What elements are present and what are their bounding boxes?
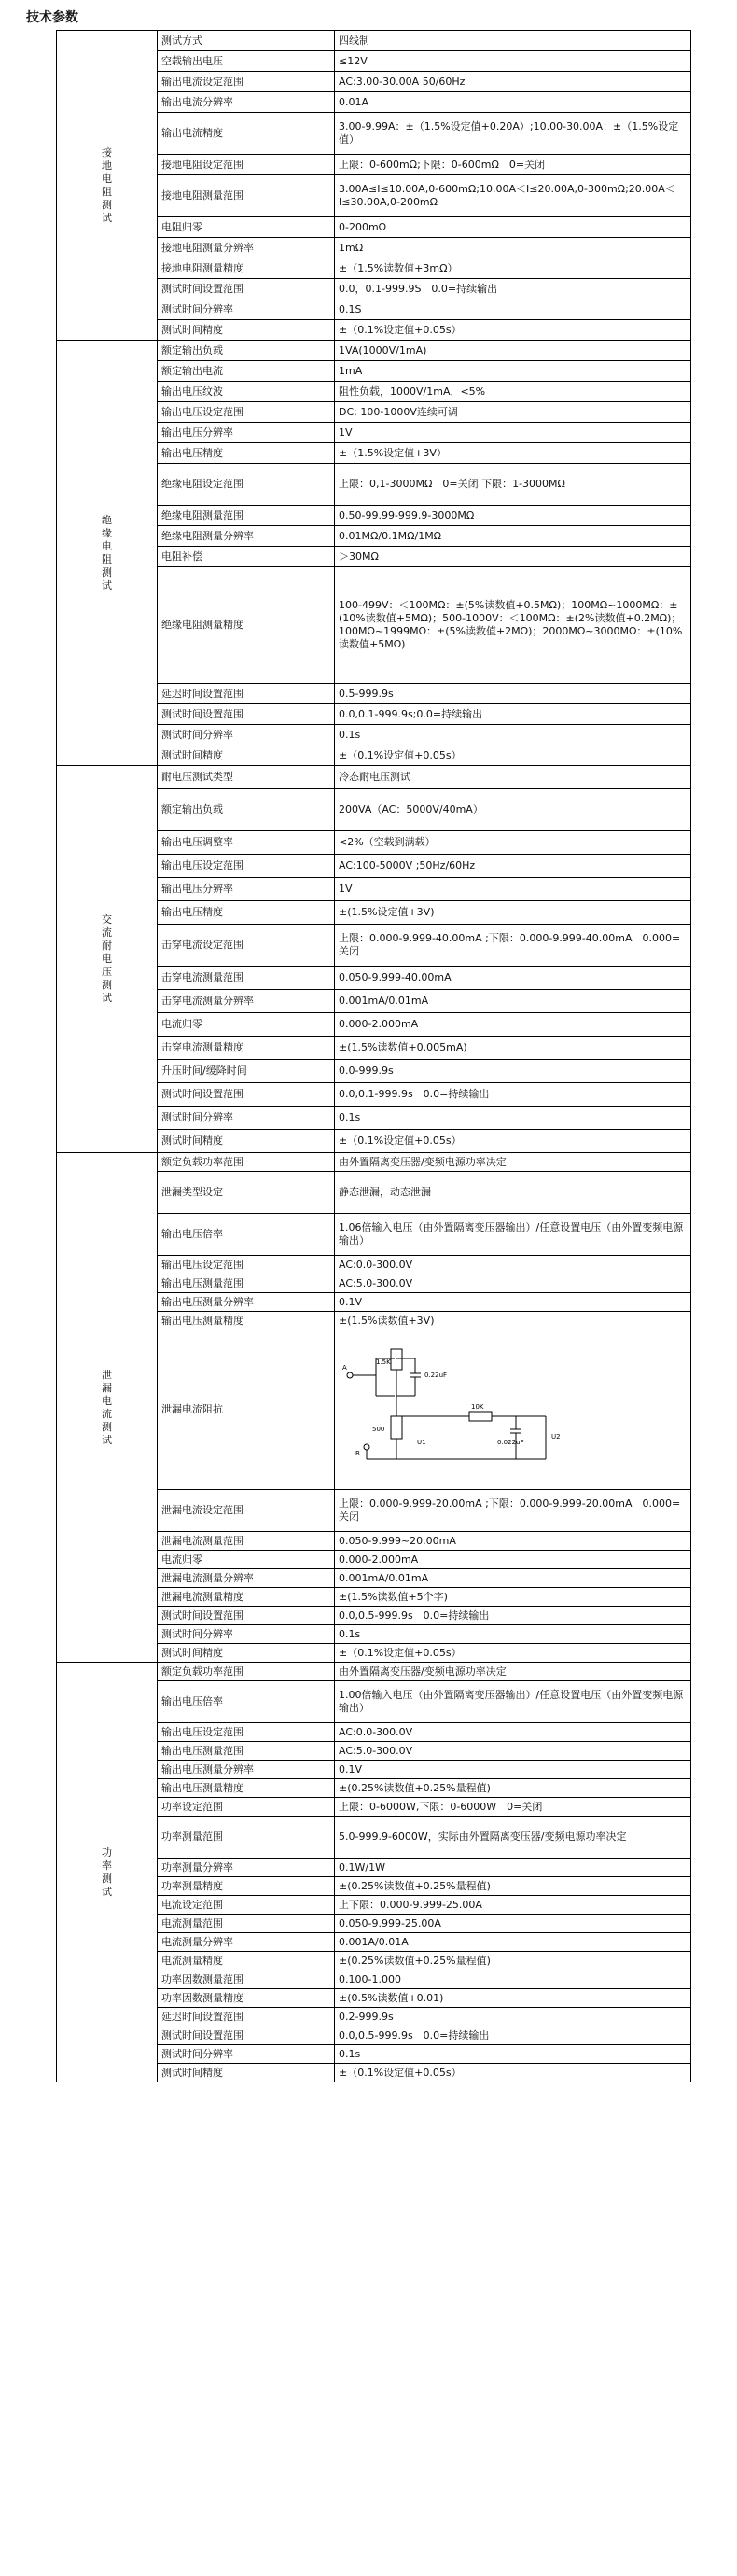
label-r2: 500 (372, 1426, 385, 1433)
param-value: 上限：0.000-9.999-40.00mA ;下限：0.000-9.999-40.00mA 0.000=关闭 (335, 925, 691, 967)
param-name: 输出电压设定范围 (158, 855, 335, 878)
param-value: 0.050-9.999-25.00A (335, 1915, 691, 1933)
param-value: 1VA(1000V/1mA) (335, 341, 691, 361)
param-value: 0.000-2.000mA (335, 1013, 691, 1037)
category-ground (57, 31, 158, 341)
param-value: 0.0,0.5-999.9s 0.0=持续输出 (335, 2026, 691, 2045)
param-name: 绝缘电阻测量范围 (158, 506, 335, 526)
param-value: ±(1.5%读数值+3V) (335, 1312, 691, 1330)
param-value-diagram (335, 1330, 691, 1490)
param-value: ±(1.5%设定值+3V) (335, 901, 691, 925)
param-value: 0.50-99.99-999.9-3000MΩ (335, 506, 691, 526)
param-value: AC:5.0-300.0V (335, 1742, 691, 1761)
param-name: 测试方式 (158, 31, 335, 51)
param-name: 功率测量精度 (158, 1877, 335, 1896)
param-value: 1.00倍输入电压（由外置隔离变压器输出）/任意设置电压（由外置变频电源输出） (335, 1681, 691, 1723)
param-name: 额定输出负载 (158, 789, 335, 831)
param-value: 上限：0.000-9.999-20.00mA ;下限：0.000-9.999-20.00mA 0.000=关闭 (335, 1490, 691, 1532)
param-name: 输出电压测量范围 (158, 1274, 335, 1293)
param-value: 上限：0-600mΩ;下限：0-600mΩ 0=关闭 (335, 155, 691, 175)
label-u2: U2 (551, 1433, 561, 1441)
param-value: 0.01A (335, 92, 691, 113)
param-name: 额定负载功率范围 (158, 1663, 335, 1681)
param-name: 输出电压设定范围 (158, 402, 335, 423)
param-name: 电阻归零 (158, 217, 335, 238)
param-value: 上限：0-6000W,下限：0-6000W 0=关闭 (335, 1798, 691, 1817)
label-r1: 1.5K (376, 1358, 391, 1366)
param-name: 输出电压设定范围 (158, 1256, 335, 1274)
param-name: 测试时间设置范围 (158, 279, 335, 299)
param-name: 测试时间分辨率 (158, 1107, 335, 1130)
param-name: 功率测量范围 (158, 1817, 335, 1859)
param-name: 泄漏电流测量精度 (158, 1588, 335, 1607)
param-value: 静态泄漏，动态泄漏 (335, 1172, 691, 1214)
param-value: ±(0.25%读数值+0.25%量程值) (335, 1952, 691, 1970)
param-value: 1mA (335, 361, 691, 382)
param-name: 测试时间设置范围 (158, 704, 335, 725)
param-value: 上下限：0.000-9.999-25.00A (335, 1896, 691, 1915)
param-value: ±（1.5%读数值+3mΩ） (335, 258, 691, 279)
param-name: 接地电阻测量精度 (158, 258, 335, 279)
param-value: 0-200mΩ (335, 217, 691, 238)
param-value: 0.050-9.999~20.00mA (335, 1532, 691, 1551)
param-name: 电流归零 (158, 1551, 335, 1569)
terminal-a (347, 1372, 353, 1378)
param-value: 1.06倍输入电压（由外置隔离变压器输出）/任意设置电压（由外置变频电源输出） (335, 1214, 691, 1256)
param-value: ±(0.25%读数值+0.25%量程值) (335, 1877, 691, 1896)
param-name: 测试时间精度 (158, 320, 335, 341)
spec-row-leakage (57, 1153, 691, 1172)
param-value: ±(0.5%读数值+0.01) (335, 1989, 691, 2008)
param-name: 空载输出电压 (158, 51, 335, 72)
param-value: 由外置隔离变压器/变频电源功率决定 (335, 1153, 691, 1172)
param-value: 0.1s (335, 1107, 691, 1130)
param-name: 额定输出负载 (158, 341, 335, 361)
category-label: 功率测试 (102, 1845, 112, 1898)
param-name: 电流归零 (158, 1013, 335, 1037)
param-name: 耐电压测试类型 (158, 766, 335, 789)
param-value: 200VA（AC：5000V/40mA） (335, 789, 691, 831)
param-name: 电流设定范围 (158, 1896, 335, 1915)
param-value: AC:0.0-300.0V (335, 1256, 691, 1274)
param-value: 阻性负载，1000V/1mA，<5% (335, 382, 691, 402)
label-b: B (355, 1450, 360, 1457)
param-value: ±（1.5%设定值+3V） (335, 443, 691, 464)
param-name: 测试时间分辨率 (158, 725, 335, 745)
param-value: DC: 100-1000V连续可调 (335, 402, 691, 423)
param-value: ＞30MΩ (335, 547, 691, 567)
spec-table (56, 30, 691, 2082)
param-value: ≤12V (335, 51, 691, 72)
param-name: 电流测量精度 (158, 1952, 335, 1970)
page-title: 技术参数 (26, 10, 78, 25)
param-name: 测试时间分辨率 (158, 299, 335, 320)
param-name: 击穿电流测量范围 (158, 967, 335, 990)
spec-table-body (57, 31, 691, 2082)
param-name: 输出电压测量精度 (158, 1312, 335, 1330)
param-value: ±(1.5%读数值+5个字) (335, 1588, 691, 1607)
param-name: 输出电压倍率 (158, 1214, 335, 1256)
param-value: AC:3.00-30.00A 50/60Hz (335, 72, 691, 92)
param-name: 绝缘电阻测量精度 (158, 567, 335, 684)
category-insulation (57, 341, 158, 766)
param-name: 输出电压分辨率 (158, 878, 335, 901)
spec-row-power (57, 1663, 691, 1681)
param-name: 延迟时间设置范围 (158, 2008, 335, 2026)
param-value: <2%（空载到满载） (335, 831, 691, 855)
param-name: 测试时间设置范围 (158, 2026, 335, 2045)
param-value: 0.1V (335, 1293, 691, 1312)
param-name: 泄漏电流测量范围 (158, 1532, 335, 1551)
param-value: 0.1s (335, 1625, 691, 1644)
param-name: 输出电压设定范围 (158, 1723, 335, 1742)
param-name: 接地电阻设定范围 (158, 155, 335, 175)
param-value: 0.000-2.000mA (335, 1551, 691, 1569)
param-value: ±（0.1%设定值+0.05s） (335, 320, 691, 341)
param-value: AC:100-5000V ;50Hz/60Hz (335, 855, 691, 878)
param-name: 绝缘电阻测量分辨率 (158, 526, 335, 547)
param-value: ±（0.1%设定值+0.05s） (335, 1130, 691, 1153)
param-value: 3.00-9.99A：±（1.5%设定值+0.20A）;10.00-30.00A：±（1.5%设定值） (335, 113, 691, 155)
spec-row-ground (57, 31, 691, 51)
category-label: 接地电阻测试 (102, 146, 112, 224)
param-name: 功率因数测量精度 (158, 1989, 335, 2008)
param-name: 击穿电流测量分辨率 (158, 990, 335, 1013)
param-value: 0.2-999.9s (335, 2008, 691, 2026)
leakage-impedance-circuit-diagram (339, 1340, 572, 1480)
label-c2: 0.022uF (497, 1439, 524, 1446)
param-name: 升压时间/缓降时间 (158, 1060, 335, 1083)
param-name: 输出电压精度 (158, 443, 335, 464)
param-value: ±（0.1%设定值+0.05s） (335, 745, 691, 766)
param-name: 输出电压调整率 (158, 831, 335, 855)
param-value: 0.1s (335, 2045, 691, 2064)
param-name: 输出电压纹波 (158, 382, 335, 402)
param-value: 1V (335, 423, 691, 443)
param-name: 输出电压精度 (158, 901, 335, 925)
param-value: 0.001mA/0.01mA (335, 1569, 691, 1588)
label-r3: 10K (471, 1403, 484, 1411)
param-value: 1V (335, 878, 691, 901)
param-value: 0.050-9.999-40.00mA (335, 967, 691, 990)
param-name: 绝缘电阻设定范围 (158, 464, 335, 506)
resistor-r2 (391, 1416, 402, 1439)
param-name: 击穿电流设定范围 (158, 925, 335, 967)
category-leakage (57, 1153, 158, 1663)
param-name: 电阻补偿 (158, 547, 335, 567)
param-value: 上限：0,1-3000MΩ 0=关闭 下限：1-3000MΩ (335, 464, 691, 506)
category-label: 绝缘电阻测试 (102, 513, 112, 592)
param-value: ±(1.5%读数值+0.005mA) (335, 1037, 691, 1060)
param-value: 0.0,0.1-999.9s;0.0=持续输出 (335, 704, 691, 725)
param-value: 0.0-999.9s (335, 1060, 691, 1083)
param-name: 接地电阻测量分辨率 (158, 238, 335, 258)
param-name: 测试时间设置范围 (158, 1083, 335, 1107)
param-name: 功率测量分辨率 (158, 1859, 335, 1877)
param-value: 5.0-999.9-6000W，实际由外置隔离变压器/变频电源功率决定 (335, 1817, 691, 1859)
param-value: AC:0.0-300.0V (335, 1723, 691, 1742)
param-name: 输出电压测量精度 (158, 1779, 335, 1798)
param-name: 输出电压测量分辨率 (158, 1761, 335, 1779)
param-value: 0.001A/0.01A (335, 1933, 691, 1952)
param-name: 额定输出电流 (158, 361, 335, 382)
param-value: 0.0,0.1-999.9s 0.0=持续输出 (335, 1083, 691, 1107)
category-acwithstand (57, 766, 158, 1153)
param-name: 输出电流设定范围 (158, 72, 335, 92)
param-value: 0.1W/1W (335, 1859, 691, 1877)
param-name: 测试时间分辨率 (158, 1625, 335, 1644)
param-name: 输出电压测量分辨率 (158, 1293, 335, 1312)
label-a: A (342, 1364, 347, 1372)
param-value: 0.01MΩ/0.1MΩ/1MΩ (335, 526, 691, 547)
category-label: 交流耐电压测试 (102, 913, 112, 1004)
param-value: 由外置隔离变压器/变频电源功率决定 (335, 1663, 691, 1681)
param-value: 0.1V (335, 1761, 691, 1779)
param-value: 1mΩ (335, 238, 691, 258)
param-value: 冷态耐电压测试 (335, 766, 691, 789)
param-value: 0.0，0.1-999.9S 0.0=持续输出 (335, 279, 691, 299)
param-name: 电流测量范围 (158, 1915, 335, 1933)
param-name: 测试时间分辨率 (158, 2045, 335, 2064)
terminal-b (364, 1444, 369, 1450)
param-name: 延迟时间设置范围 (158, 684, 335, 704)
param-name: 测试时间精度 (158, 2064, 335, 2082)
param-name: 电流测量分辨率 (158, 1933, 335, 1952)
label-c1: 0.22uF (424, 1372, 448, 1379)
param-value: ±(0.25%读数值+0.25%量程值) (335, 1779, 691, 1798)
param-name: 输出电压分辨率 (158, 423, 335, 443)
param-name: 功率因数测量范围 (158, 1970, 335, 1989)
param-name: 额定负载功率范围 (158, 1153, 335, 1172)
param-value: 3.00A≤I≤10.00A,0-600mΩ;10.00A＜I≤20.00A,0-300mΩ;20.00A＜I≤30.00A,0-200mΩ (335, 175, 691, 217)
param-name: 输出电压倍率 (158, 1681, 335, 1723)
param-name: 接地电阻测量范围 (158, 175, 335, 217)
label-u1: U1 (417, 1439, 426, 1446)
param-name: 泄漏类型设定 (158, 1172, 335, 1214)
category-label: 泄漏电流测试 (102, 1368, 112, 1446)
resistor-r3 (469, 1412, 492, 1421)
param-value: 0.0,0.5-999.9s 0.0=持续输出 (335, 1607, 691, 1625)
spec-row-acwithstand (57, 766, 691, 789)
param-value: 0.100-1.000 (335, 1970, 691, 1989)
param-name: 测试时间设置范围 (158, 1607, 335, 1625)
param-name: 泄漏电流阻抗 (158, 1330, 335, 1490)
param-name: 测试时间精度 (158, 745, 335, 766)
param-value: ±（0.1%设定值+0.05s） (335, 2064, 691, 2082)
param-value: 0.001mA/0.01mA (335, 990, 691, 1013)
param-name: 测试时间精度 (158, 1130, 335, 1153)
param-name: 输出电流分辨率 (158, 92, 335, 113)
param-value: ±（0.1%设定值+0.05s） (335, 1644, 691, 1663)
spec-row-insulation (57, 341, 691, 361)
param-name: 泄漏电流测量分辨率 (158, 1569, 335, 1588)
resistor-r1 (391, 1349, 402, 1370)
param-value: AC:5.0-300.0V (335, 1274, 691, 1293)
param-value: 100-499V：＜100MΩ：±(5%读数值+0.5MΩ)；100MΩ~1000MΩ：±(10%读数值+5MΩ)；500-1000V：＜100MΩ：±(2%读数值+0.2MΩ)；100MΩ~1999MΩ：±(5%读数值+2MΩ)；2000MΩ~3000MΩ：±(10%读数值+5MΩ) (335, 567, 691, 684)
param-name: 泄漏电流设定范围 (158, 1490, 335, 1532)
param-name: 功率设定范围 (158, 1798, 335, 1817)
category-power (57, 1663, 158, 2082)
param-name: 输出电压测量范围 (158, 1742, 335, 1761)
param-name: 击穿电流测量精度 (158, 1037, 335, 1060)
param-value: 0.1s (335, 725, 691, 745)
param-value: 0.1S (335, 299, 691, 320)
param-name: 输出电流精度 (158, 113, 335, 155)
param-name: 测试时间精度 (158, 1644, 335, 1663)
param-value: 0.5-999.9s (335, 684, 691, 704)
param-value: 四线制 (335, 31, 691, 51)
